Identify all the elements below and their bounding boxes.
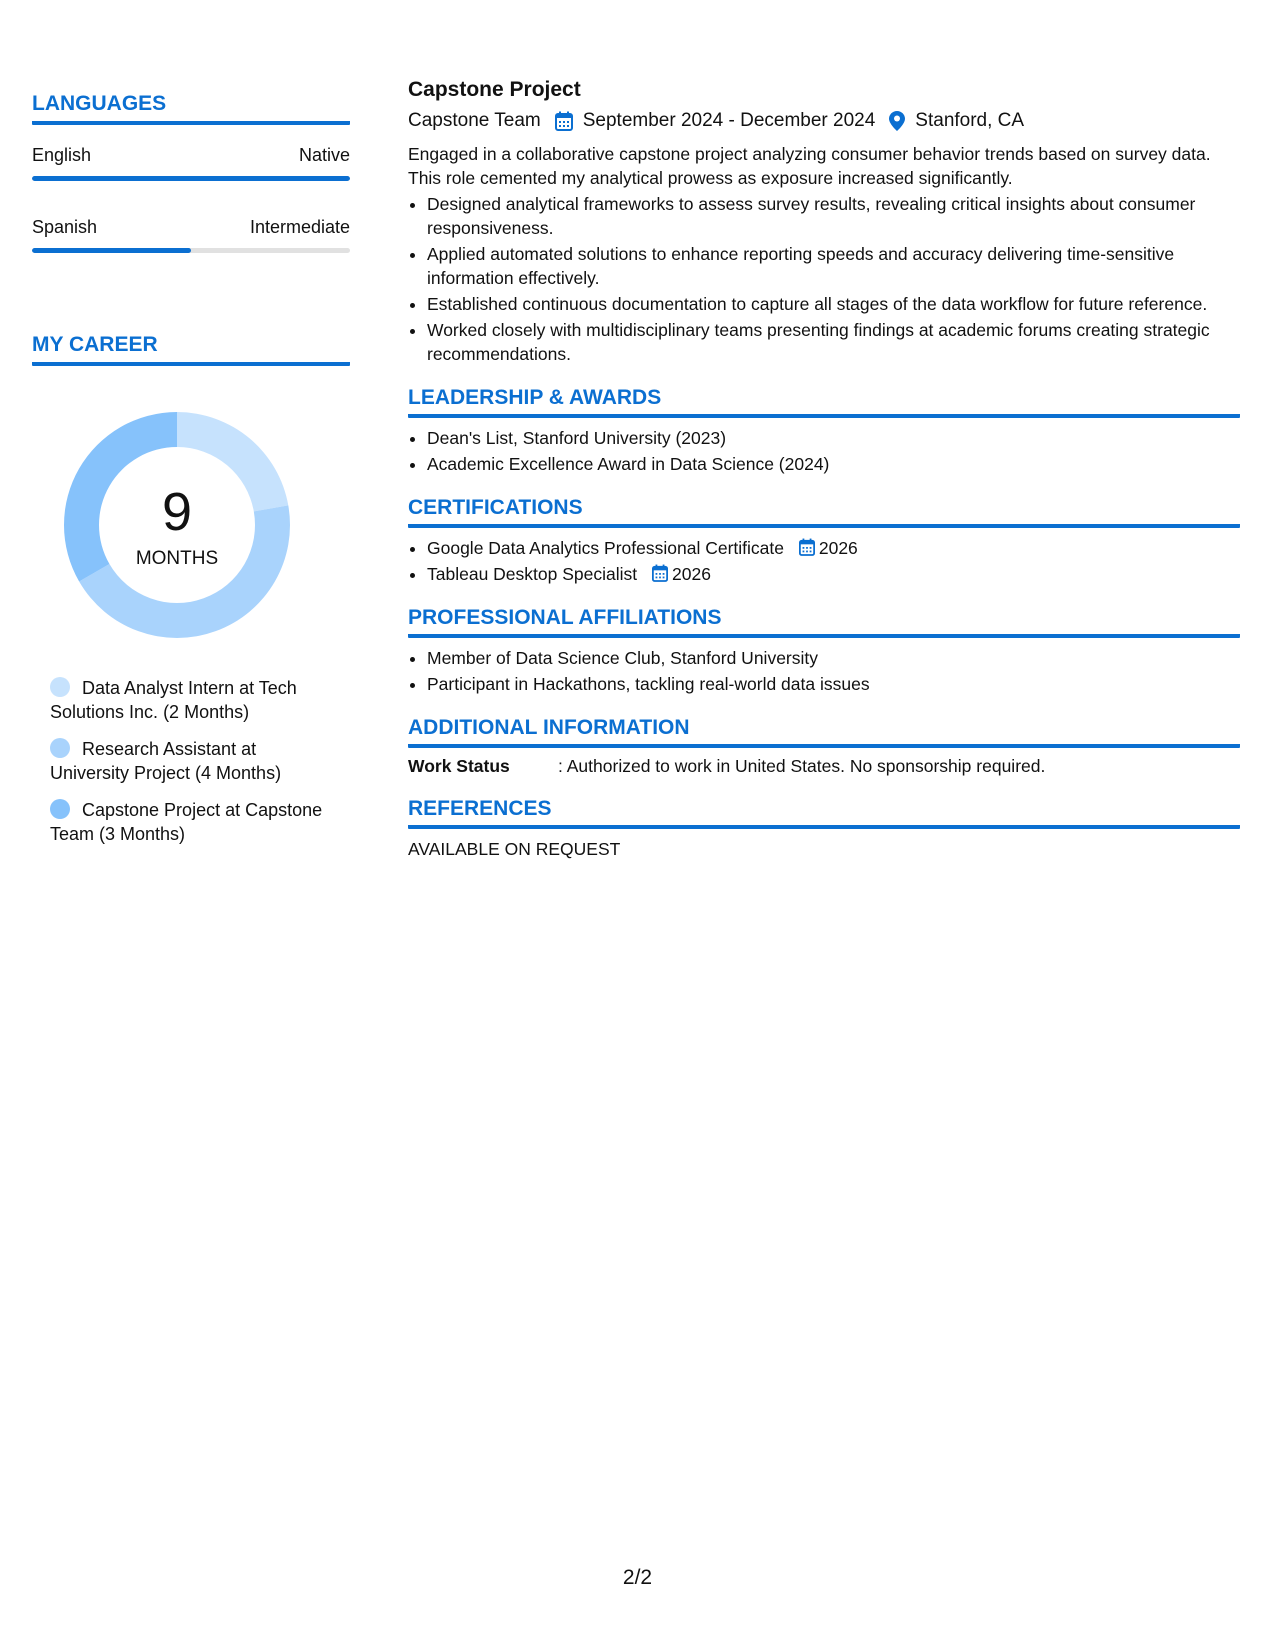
language-spanish [32, 217, 350, 253]
language-bar [32, 176, 350, 181]
legend-item [50, 737, 340, 785]
list-item: • Participant in Hackathons, tackling real-world data issues [427, 672, 1240, 696]
work-status-label: Work Status [408, 756, 510, 776]
language-name: English [32, 145, 92, 165]
work-status-value: : Authorized to work in United States. No sponsorship required. [558, 756, 1046, 776]
career-donut-chart [62, 410, 292, 640]
legend-dot [50, 799, 70, 819]
job-location: Stanford, CA [915, 110, 1025, 131]
job-bullets [408, 192, 1240, 366]
list-item: • Academic Excellence Award in Data Science (2024) [427, 452, 1240, 476]
legend-label: Data Analyst Intern at Tech Solutions Inc. (2 Months) [50, 678, 297, 722]
calendar-icon [555, 111, 573, 131]
languages-heading: LANGUAGES [32, 92, 350, 125]
list-item [427, 562, 1240, 586]
career-heading: MY CAREER [32, 333, 350, 366]
references-heading: REFERENCES [408, 797, 1240, 829]
certifications-list [408, 536, 1240, 586]
legend-label: Capstone Project at Capstone Team (3 Months) [50, 800, 323, 844]
language-level: Native [298, 145, 350, 165]
page-number: 2/2 [622, 1566, 653, 1589]
job-company: Capstone Team [408, 110, 541, 131]
job-description: Engaged in a collaborative capstone project analyzing consumer behavior trends based on survey data. This role cemented my analytical prowess as exposure increased significantly. [408, 144, 1211, 188]
calendar-icon [799, 538, 815, 556]
leadership-list [408, 426, 1240, 476]
references-text: AVAILABLE ON REQUEST [408, 839, 621, 859]
job-meta [408, 110, 1240, 132]
work-status-row [408, 756, 1240, 777]
career-total: 9 [161, 482, 193, 542]
cert-name: Google Data Analytics Professional Certificate [427, 538, 784, 558]
job-dates: September 2024 - December 2024 [582, 110, 876, 131]
language-level: Intermediate [249, 217, 350, 237]
language-bar [32, 248, 350, 253]
sidebar [32, 92, 350, 859]
list-item: • Dean's List, Stanford University (2023) [427, 426, 1240, 450]
cert-year: 2026 [818, 538, 858, 558]
legend-dot [50, 738, 70, 758]
certifications-heading: CERTIFICATIONS [408, 496, 1240, 528]
leadership-heading: LEADERSHIP & AWARDS [408, 386, 1240, 418]
career-unit: MONTHS [135, 548, 219, 569]
legend-label: Research Assistant at University Project (4 Months) [50, 739, 282, 783]
list-item: • Established continuous documentation to capture all stages of the data workflow for future reference. [427, 292, 1240, 316]
affiliations-list [408, 646, 1240, 696]
affiliations-heading: PROFESSIONAL AFFILIATIONS [408, 606, 1240, 638]
legend-item [50, 676, 340, 724]
legend-dot [50, 677, 70, 697]
language-english [32, 145, 350, 181]
additional-info-heading: ADDITIONAL INFORMATION [408, 716, 1240, 748]
location-pin-icon [889, 111, 905, 131]
language-bar-fill [32, 176, 350, 181]
list-item: • Member of Data Science Club, Stanford University [427, 646, 1240, 670]
list-item: • Applied automated solutions to enhance reporting speeds and accuracy delivering time-sensitive information effectively. [427, 242, 1240, 290]
list-item: • Designed analytical frameworks to assess survey results, revealing critical insights about consumer responsiveness. [427, 192, 1240, 240]
cert-year: 2026 [672, 564, 711, 584]
list-item [427, 536, 1240, 560]
job-title: Capstone Project [408, 78, 581, 101]
calendar-icon [652, 564, 668, 582]
career-legend [50, 676, 340, 846]
language-bar-fill [32, 248, 191, 253]
legend-item [50, 798, 340, 846]
language-name: Spanish [32, 217, 98, 237]
list-item: • Worked closely with multidisciplinary teams presenting findings at academic forums creating strategic recommendations. [427, 318, 1240, 366]
main-content [408, 78, 1240, 860]
cert-name: Tableau Desktop Specialist [427, 564, 638, 584]
